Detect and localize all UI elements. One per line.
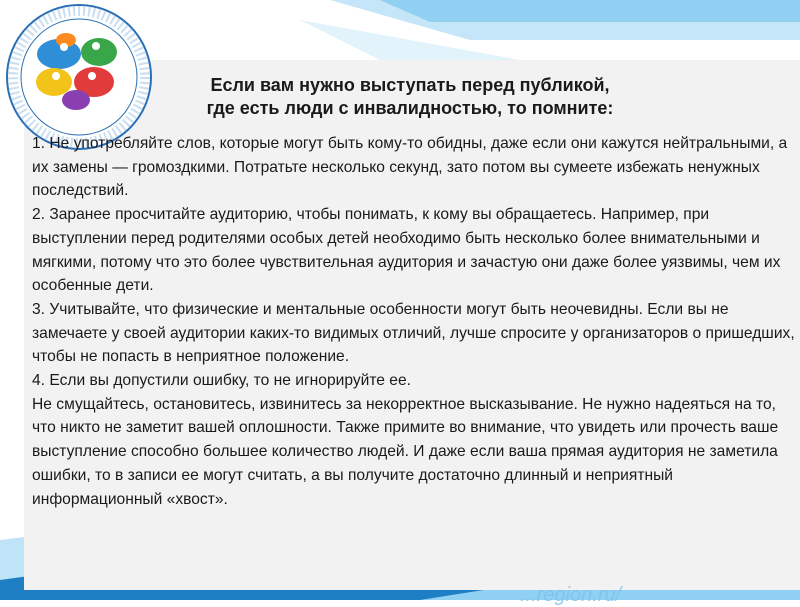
organization-logo-icon bbox=[4, 2, 154, 152]
paragraph-5: Не смущайтесь, остановитесь, извинитесь за некорректное высказывание. Не нужно надеяться на то, что никто не заметит вашей оплошности. Также примите во внимание, что увидеть или прочесть ваше выступление способно большее количество людей. И даже если ваша прямая аудитория не заметила ошибки, то в записи ее могут считать, а вы получите достаточно длинный и неприятный информационный «хвост». bbox=[32, 395, 779, 508]
paragraph-3: 3. Учитывайте, что физические и ментальные особенности могут быть неочевидны. Если вы не замечаете у своей аудитории каких-то видимых отличий, лучше спросите у организаторов о пришедших, чтобы не попасть в неприятное положение. bbox=[32, 300, 795, 366]
slide-title-line-2: где есть люди с инвалидностью, то помните: bbox=[206, 98, 614, 118]
paragraph-2: 2. Заранее просчитайте аудиторию, чтобы понимать, к кому вы обращаетесь. Например, при выступлении перед родителями особых детей необходимо быть несколько более внимательными и мягкими, потому что это более чувствительная аудитория и зачастую они даже более уязвимы, чем их особенные дети. bbox=[32, 206, 781, 295]
paragraph-4: 4. Если вы допустили ошибку, то не игнорируйте ее. bbox=[32, 372, 411, 390]
footer-url: ...region.ru/ bbox=[520, 584, 622, 606]
paragraph-1: 1. Не употребляйте слов, которые могут быть кому-то обидны, даже если они кажутся нейтральными, а их замены — громоздкими. Потратьте несколько секунд, зато потом вы сумеете избежать ненужных последствий. bbox=[32, 135, 788, 200]
slide-title-line-1: Если вам нужно выступать перед публикой, bbox=[210, 75, 610, 95]
slide-title bbox=[150, 74, 670, 120]
slide-body bbox=[32, 132, 800, 511]
